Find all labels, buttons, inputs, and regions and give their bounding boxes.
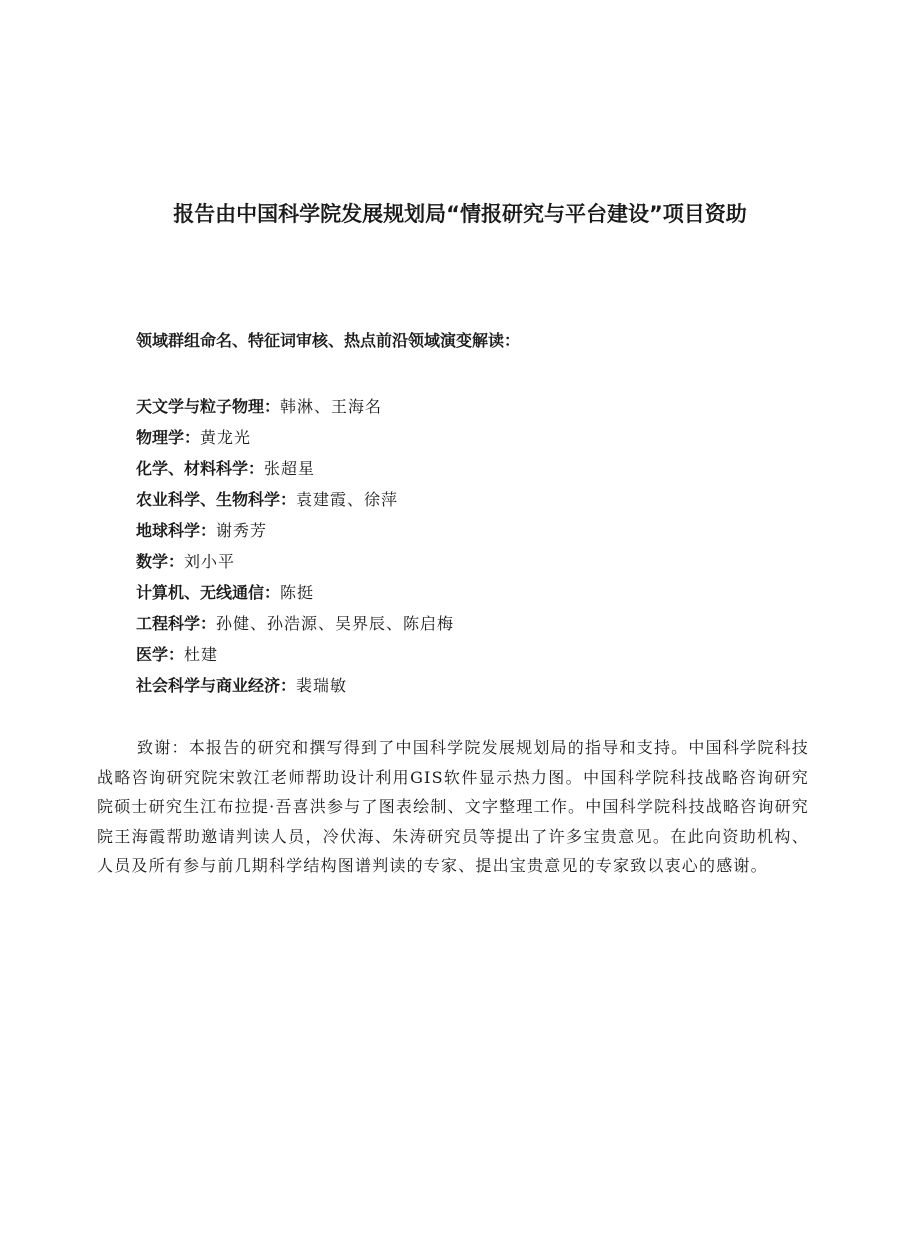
field-label: 医学 <box>136 645 169 664</box>
acknowledgement-paragraph: 致谢：本报告的研究和撰写得到了中国科学院发展规划局的指导和支持。中国科学院科技战略咨询研究院宋敦江老师帮助设计利用GIS软件显示热力图。中国科学院科技战略咨询研究院硕士研究生江布拉提·吾喜洪参与了图表绘制、文字整理工作。中国科学院科技战略咨询研究院王海霞帮助邀请判读人员，冷伏海、朱涛研究员等提出了许多宝贵意见。在此向资助机构、人员及所有参与前几期科学结构图谱判读的专家、提出宝贵意见的专家致以衷心的感谢。 <box>97 738 809 875</box>
contributor-names: 袁建霞、徐萍 <box>296 490 399 509</box>
field-label: 农业科学、生物科学 <box>136 490 281 509</box>
contributor-names: 韩淋、王海名 <box>280 397 383 416</box>
funding-note: 报告由中国科学院发展规划局“情报研究与平台建设”项目资助 <box>173 202 747 226</box>
contributor-item-chemistry <box>136 453 454 484</box>
field-separator: ： <box>264 583 281 602</box>
contributor-item-astronomy <box>136 391 454 422</box>
contributor-names: 杜建 <box>184 645 219 664</box>
contributor-names: 孙健、孙浩源、吴界辰、陈启梅 <box>216 614 455 633</box>
field-label: 天文学与粒子物理 <box>136 397 265 416</box>
contributor-item-physics <box>136 422 454 453</box>
field-separator: ： <box>184 428 201 447</box>
field-separator: ： <box>168 645 185 664</box>
contributor-item-medicine <box>136 639 454 670</box>
section-heading: 领域群组命名、特征词审核、热点前沿领域演变解读： <box>136 331 521 350</box>
field-label: 物理学 <box>136 428 185 447</box>
contributor-names: 黄龙光 <box>200 428 252 447</box>
field-label: 社会科学与商业经济 <box>136 676 281 695</box>
contributor-item-social-science <box>136 670 454 701</box>
contributor-item-engineering <box>136 608 454 639</box>
contributor-names: 张超星 <box>264 459 316 478</box>
contributor-item-computing <box>136 577 454 608</box>
contributor-item-earth-science <box>136 515 454 546</box>
field-label: 工程科学 <box>136 614 201 633</box>
contributor-names: 陈挺 <box>280 583 315 602</box>
field-separator: ： <box>280 490 297 509</box>
contributor-names: 裴瑞敏 <box>296 676 348 695</box>
field-separator: ： <box>248 459 265 478</box>
contributor-list <box>136 391 454 701</box>
field-separator: ： <box>280 676 297 695</box>
contributor-names: 刘小平 <box>184 552 236 571</box>
field-separator: ： <box>200 521 217 540</box>
contributor-item-agriculture <box>136 484 454 515</box>
field-separator: ： <box>264 397 281 416</box>
contributor-names: 谢秀芳 <box>216 521 268 540</box>
field-separator: ： <box>168 552 185 571</box>
field-label: 计算机、无线通信 <box>136 583 265 602</box>
field-separator: ： <box>200 614 217 633</box>
field-label: 化学、材料科学 <box>136 459 249 478</box>
field-label: 地球科学 <box>136 521 201 540</box>
contributor-item-mathematics <box>136 546 454 577</box>
field-label: 数学 <box>136 552 169 571</box>
